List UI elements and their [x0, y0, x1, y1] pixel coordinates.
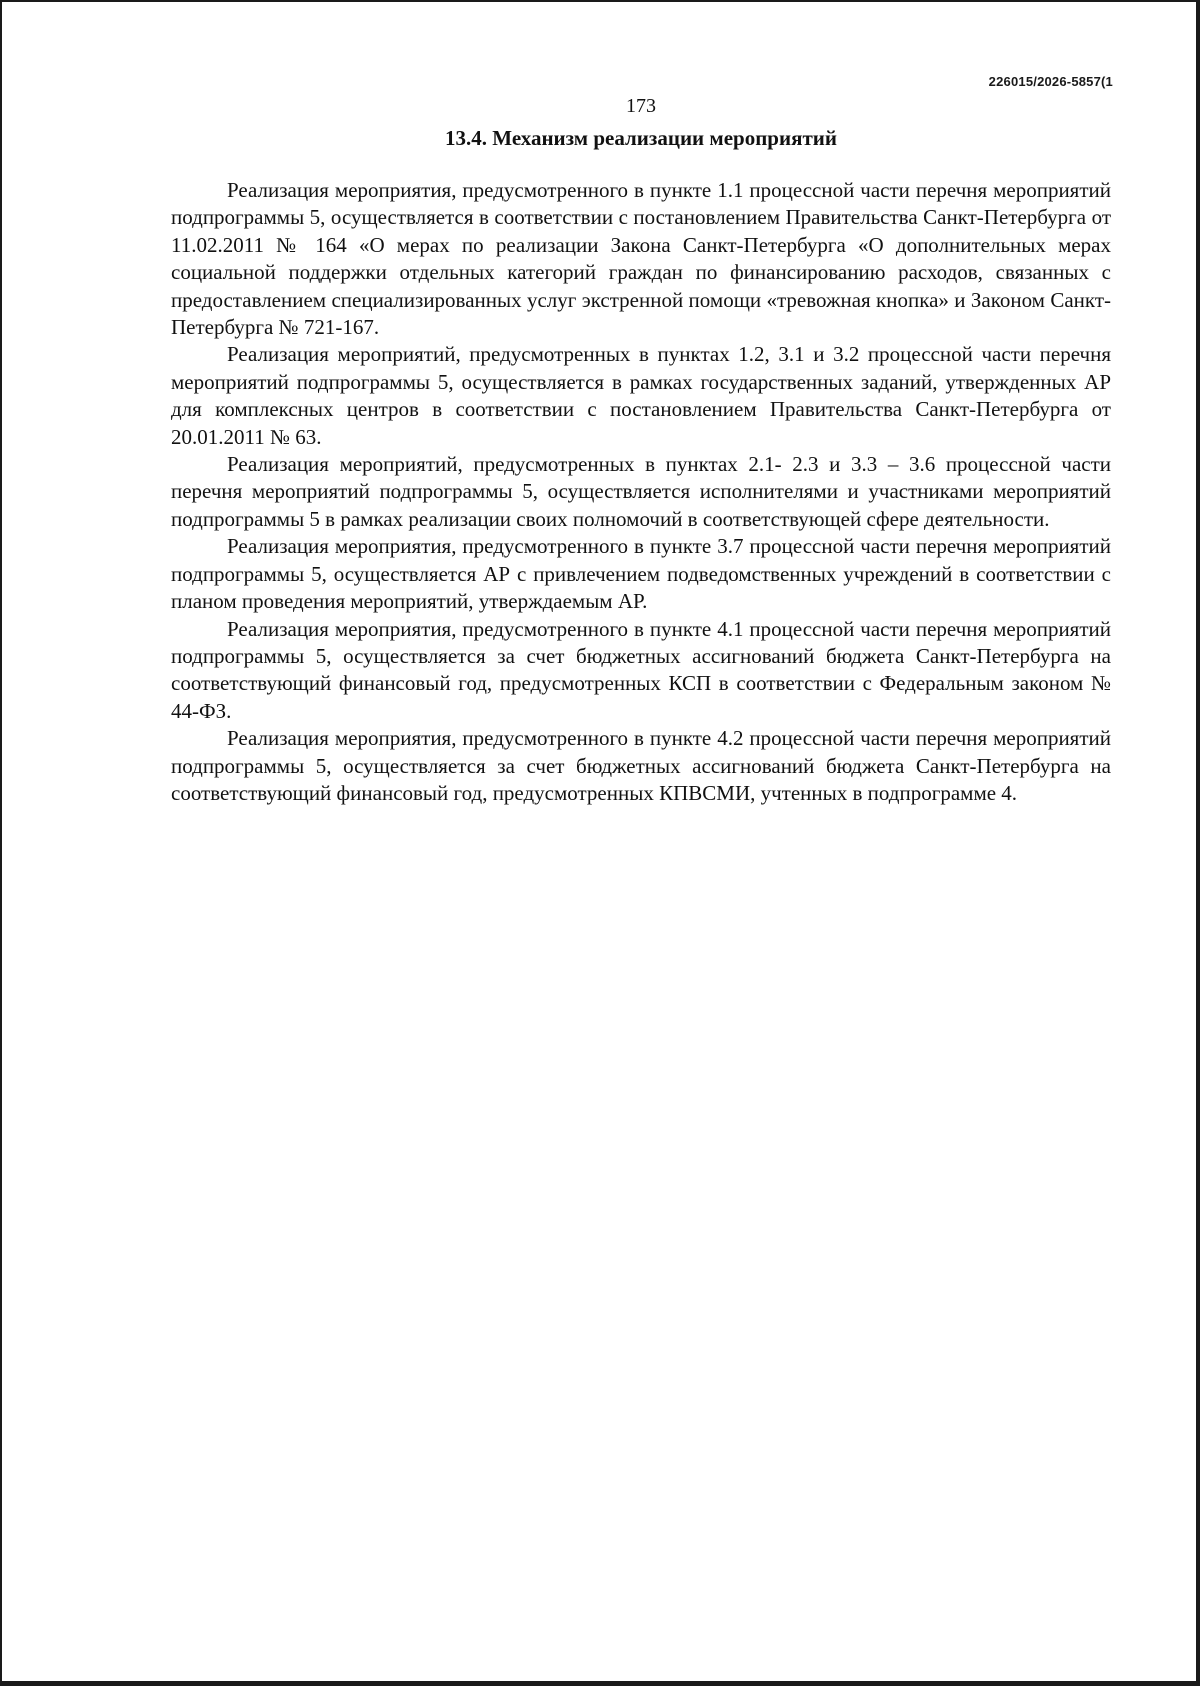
paragraph-3: Реализация мероприятий, предусмотренных в пунктах 2.1- 2.3 и 3.3 – 3.6 процессной части перечня мероприятий подпрограммы 5, осуществляется исполнителями и участниками мероприятий подпрограммы 5 в рамках реализации своих полномочий в соответствующей сфере деятельности.	[171, 452, 1111, 531]
page-number: 173	[626, 95, 656, 117]
scan-border-right	[1196, 0, 1200, 1686]
paragraph-2: Реализация мероприятий, предусмотренных в пунктах 1.2, 3.1 и 3.2 процессной части перечня мероприятий подпрограммы 5, осуществляется в рамках государственных заданий, утвержденных АР для комплексных центров в соответствии с постановлением Правительства Санкт-Петербурга от 20.01.2011 № 63.	[171, 342, 1111, 449]
scan-border-top	[0, 0, 1200, 2]
paragraph-4: Реализация мероприятия, предусмотренного в пункте 3.7 процессной части перечня мероприятий подпрограммы 5, осуществляется АР с привлечением подведомственных учреждений в соответствии с планом проведения мероприятий, утверждаемым АР.	[171, 534, 1111, 614]
section-title: 13.4. Механизм реализации мероприятий	[445, 126, 837, 150]
paragraph-5: Реализация мероприятия, предусмотренного в пункте 4.1 процессной части перечня мероприятий подпрограммы 5, осуществляется за счет бюджетных ассигнований бюджета Санкт-Петербурга на соответствующий финансовый год, предусмотренных КСП в соответствии с Федеральным законом № 44-ФЗ.	[171, 616, 1111, 723]
registration-number: 226015/2026-5857(1	[988, 74, 1113, 89]
body-text	[171, 177, 1111, 807]
scan-border-bottom	[0, 1681, 1200, 1686]
paragraph-6: Реализация мероприятия, предусмотренного в пункте 4.2 процессной части перечня мероприятий подпрограммы 5, осуществляется за счет бюджетных ассигнований бюджета Санкт-Петербурга на соответствующий финансовый год, предусмотренных КПВСМИ, учтенных в подпрограмме 4.	[171, 726, 1111, 805]
paragraph-1: Реализация мероприятия, предусмотренного в пункте 1.1 процессной части перечня мероприятий подпрограммы 5, осуществляется в соответствии с постановлением Правительства Санкт-Петербурга от 11.02.2011 № 164 «О мерах по реализации Закона Санкт-Петербурга «О дополнительных мерах социальной поддержки отдельных категорий граждан по финансированию расходов, связанных с предоставлением специализированных услуг экстренной помощи «тревожная кнопка» и Законом Санкт-Петербурга № 721-167.	[171, 178, 1111, 340]
scan-border-left	[0, 0, 2, 1686]
